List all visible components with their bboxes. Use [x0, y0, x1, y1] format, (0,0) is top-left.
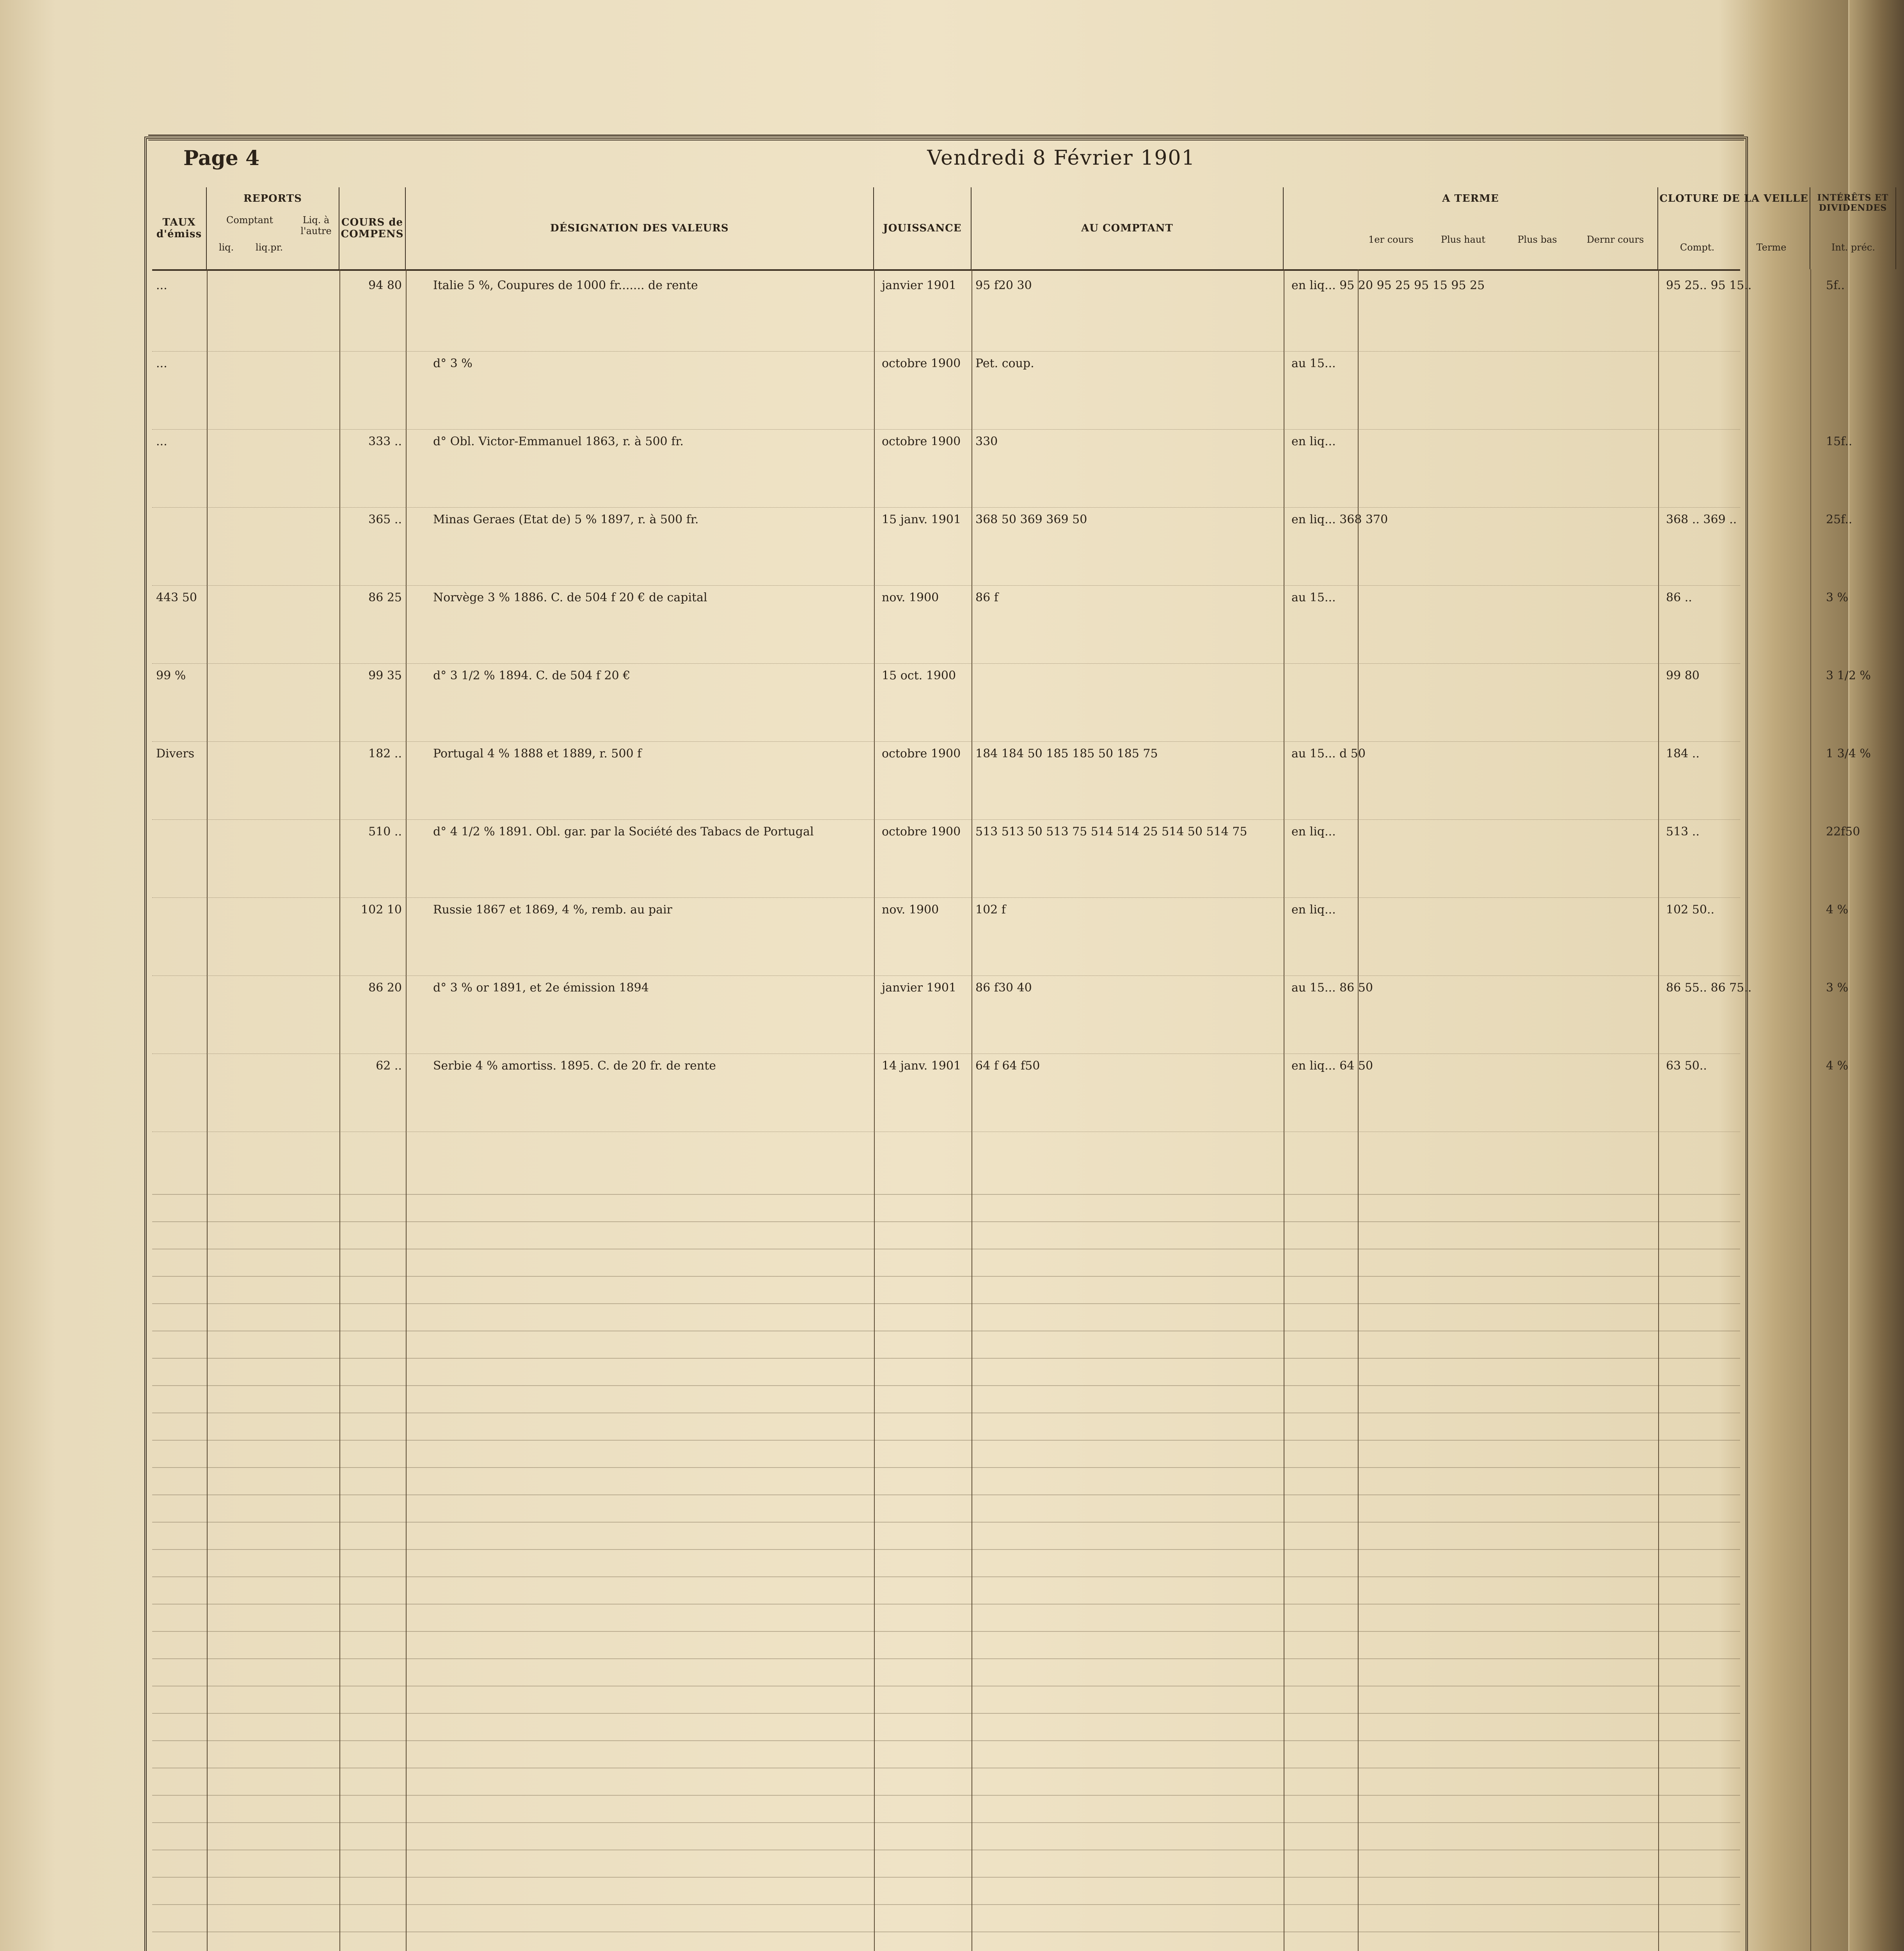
table-row: 62 .. Serbie 4 % amortiss. 1895. C. de 20 fr. de rente 14 janv. 1901 64 f 64 f50 en liq... 64 50 63 50.. 4 % [152, 1054, 1740, 1132]
page-header [183, 142, 1740, 178]
top-rule [148, 135, 1744, 140]
table-row: 510 .. d° 4 1/2 % 1891. Obl. gar. par la Société des Tabacs de Portugal octobre 1900 513 513 50 513 75 514 514 25 514 50 514 75 en liq... 513 .. 22f50 [152, 819, 1740, 898]
header-interets: INTÉRÊTS ET DIVIDENDES [1810, 187, 1896, 269]
header-cours: COURS de COMPENS [339, 187, 406, 269]
header-cloture: CLOTURE DE LA VEILLE [1658, 187, 1810, 269]
table-row: 99 % 99 35 d° 3 1/2 % 1894. C. de 504 f 20 € 15 oct. 1900 99 80 3 1/2 % [152, 663, 1740, 742]
column-headers [152, 187, 1889, 271]
header-taux: TAUX d'émiss [152, 187, 207, 269]
header-plus-bas: Plus bas [1517, 234, 1557, 245]
table-row: 102 10 Russie 1867 et 1869, 4 %, remb. au pair nov. 1900 102 f en liq... 102 50.. 4 % [152, 897, 1740, 976]
header-designation: DÉSIGNATION DES VALEURS [406, 187, 874, 269]
table-row: ... d° 3 % octobre 1900 Pet. coup. au 15... [152, 351, 1740, 430]
page-date: Vendredi 8 Février 1901 [927, 146, 1195, 170]
table-row: Divers 182 .. Portugal 4 % 1888 et 1889, r. 500 f octobre 1900 184 184 50 185 185 50 185 75 au 15... d 50 184 .. 1 3/4 % [152, 741, 1740, 820]
header-jouissance: JOUISSANCE [874, 187, 972, 269]
table-row: ... 333 .. d° Obl. Victor-Emmanuel 1863, r. à 500 fr. octobre 1900 330 en liq... 15f.. [152, 429, 1740, 508]
header-a-terme: A TERME [1284, 187, 1658, 269]
header-compt: Compt. [1680, 242, 1715, 253]
header-liq: liq. [218, 242, 234, 253]
header-comptant: Comptant [226, 215, 273, 226]
header-terme: Terme [1756, 242, 1787, 253]
header-int-prec: Int. préc. [1831, 242, 1875, 253]
header-au-comptant: AU COMPTANT [972, 187, 1284, 269]
table-row: 365 .. Minas Geraes (Etat de) 5 % 1897, r. à 500 fr. 15 janv. 1901 368 50 369 369 50 en liq... 368 370 368 .. 369 .. 25f.. [152, 507, 1740, 586]
header-dernier-cours: Dernr cours [1586, 234, 1644, 245]
table-row: 443 50 86 25 Norvège 3 % 1886. C. de 504 f 20 € de capital nov. 1900 86 f au 15... 86 .. 3 % [152, 585, 1740, 664]
header-plus-haut: Plus haut [1440, 234, 1486, 245]
header-liq-pr: liq.pr. [255, 242, 283, 253]
table-row: ... 94 80 Italie 5 %, Coupures de 1000 fr....... de rente janvier 1901 95 f20 30 en liq... 95 20 95 25 95 15 95 25 95 25.. 95 15.. 5f.. [152, 273, 1740, 352]
table-row: 86 20 d° 3 % or 1891, et 2e émission 1894 janvier 1901 86 f30 40 au 15... 86 50 86 55.. 86 75.. 3 % [152, 976, 1740, 1054]
book-binding-edge [1849, 0, 1904, 1951]
page-number: Page 4 [183, 146, 260, 170]
dense-quotation-lines [152, 1171, 1740, 1951]
header-reports: REPORTS [207, 187, 339, 269]
header-premier-cours: 1er cours [1368, 234, 1414, 245]
header-liq-autre: Liq. à l'autre [300, 215, 332, 236]
